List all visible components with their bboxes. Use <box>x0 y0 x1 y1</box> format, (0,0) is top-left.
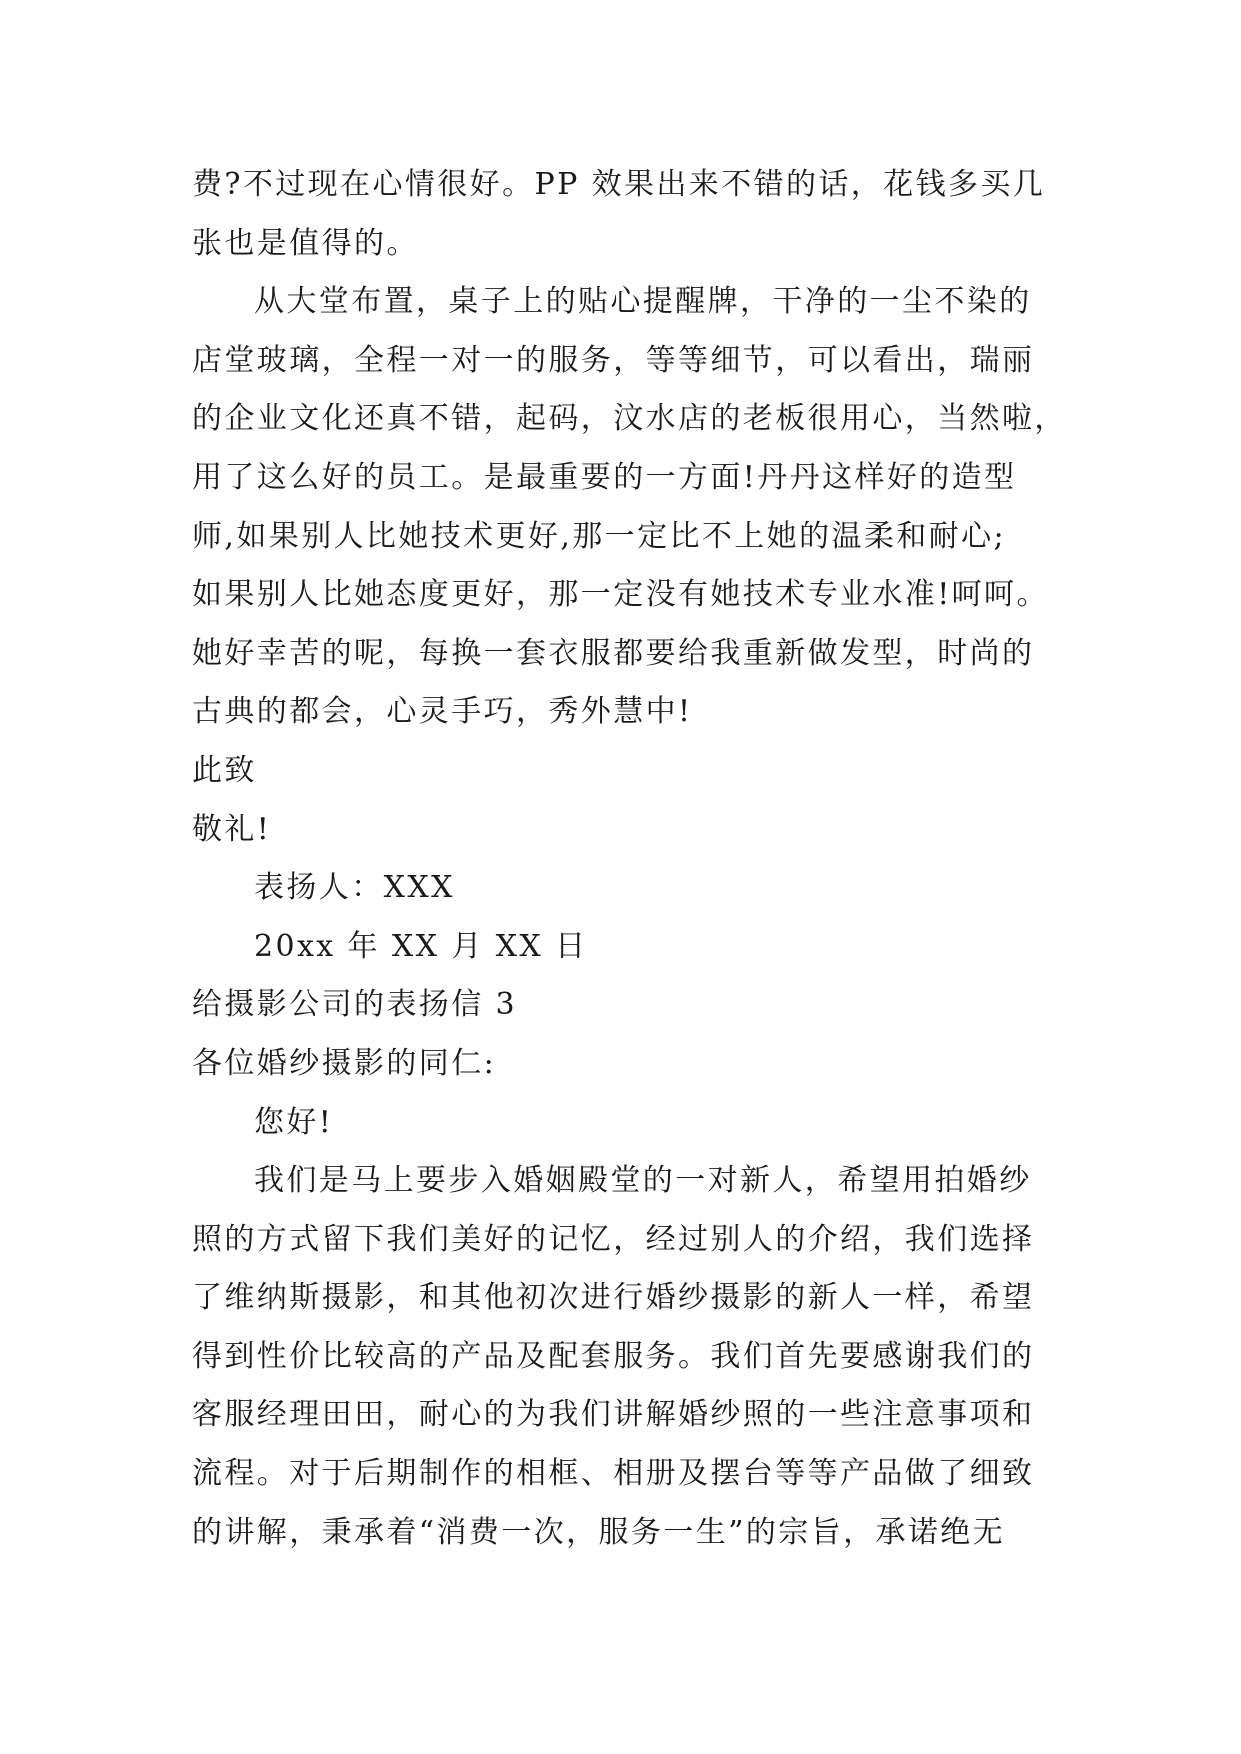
text-line: 了维纳斯摄影，和其他初次进行婚纱摄影的新人一样，希望 <box>192 1280 1035 1316</box>
text-line: 古典的都会，心灵手巧，秀外慧中! <box>192 694 693 730</box>
text-line: 给摄影公司的表扬信 3 <box>192 987 518 1023</box>
text-line: 得到性价比较高的产品及配套服务。我们首先要感谢我们的 <box>192 1338 1035 1374</box>
text-line: 用了这么好的员工。是最重要的一方面!丹丹这样好的造型 <box>192 459 1017 495</box>
text-line: 敬礼! <box>192 811 272 847</box>
text-line: 费?不过现在心情很好。PP 效果出来不错的话，花钱多买几 <box>192 167 1046 202</box>
text-line: 各位婚纱摄影的同仁: <box>192 1045 497 1081</box>
text-line: 20xx 年 XX 月 XX 日 <box>254 928 588 964</box>
text-line: 师,如果别人比她技术更好,那一定比不上她的温柔和耐心; <box>192 518 1006 554</box>
text-line: 流程。对于后期制作的相框、相册及摆台等等产品做了细致 <box>192 1456 1035 1492</box>
text-line: 的企业文化还真不错，起码，汶水店的老板很用心，当然啦， <box>192 401 1067 437</box>
text-line: 此致 <box>192 752 257 788</box>
text-line: 的讲解，秉承着“消费一次，服务一生”的宗旨，承诺绝无 <box>192 1514 1006 1550</box>
text-line: 客服经理田田，耐心的为我们讲解婚纱照的一些注意事项和 <box>192 1397 1035 1433</box>
text-line: 店堂玻璃，全程一对一的服务，等等细节，可以看出，瑞丽 <box>192 342 1035 378</box>
text-line: 从大堂布置，桌子上的贴心提醒牌，干净的一尘不染的 <box>254 284 1032 320</box>
text-line: 如果别人比她态度更好，那一定没有她技术专业水准!呵呵。 <box>192 577 1049 613</box>
letter-body <box>192 156 1067 1562</box>
text-line: 张也是值得的。 <box>192 225 419 261</box>
text-line: 表扬人：XXX <box>254 870 455 906</box>
text-line: 您好! <box>254 1104 334 1140</box>
text-line: 照的方式留下我们美好的记忆，经过别人的介绍，我们选择 <box>192 1221 1035 1257</box>
text-line: 她好幸苦的呢，每换一套衣服都要给我重新做发型，时尚的 <box>192 635 1035 671</box>
text-line: 我们是马上要步入婚姻殿堂的一对新人，希望用拍婚纱 <box>254 1163 1032 1199</box>
